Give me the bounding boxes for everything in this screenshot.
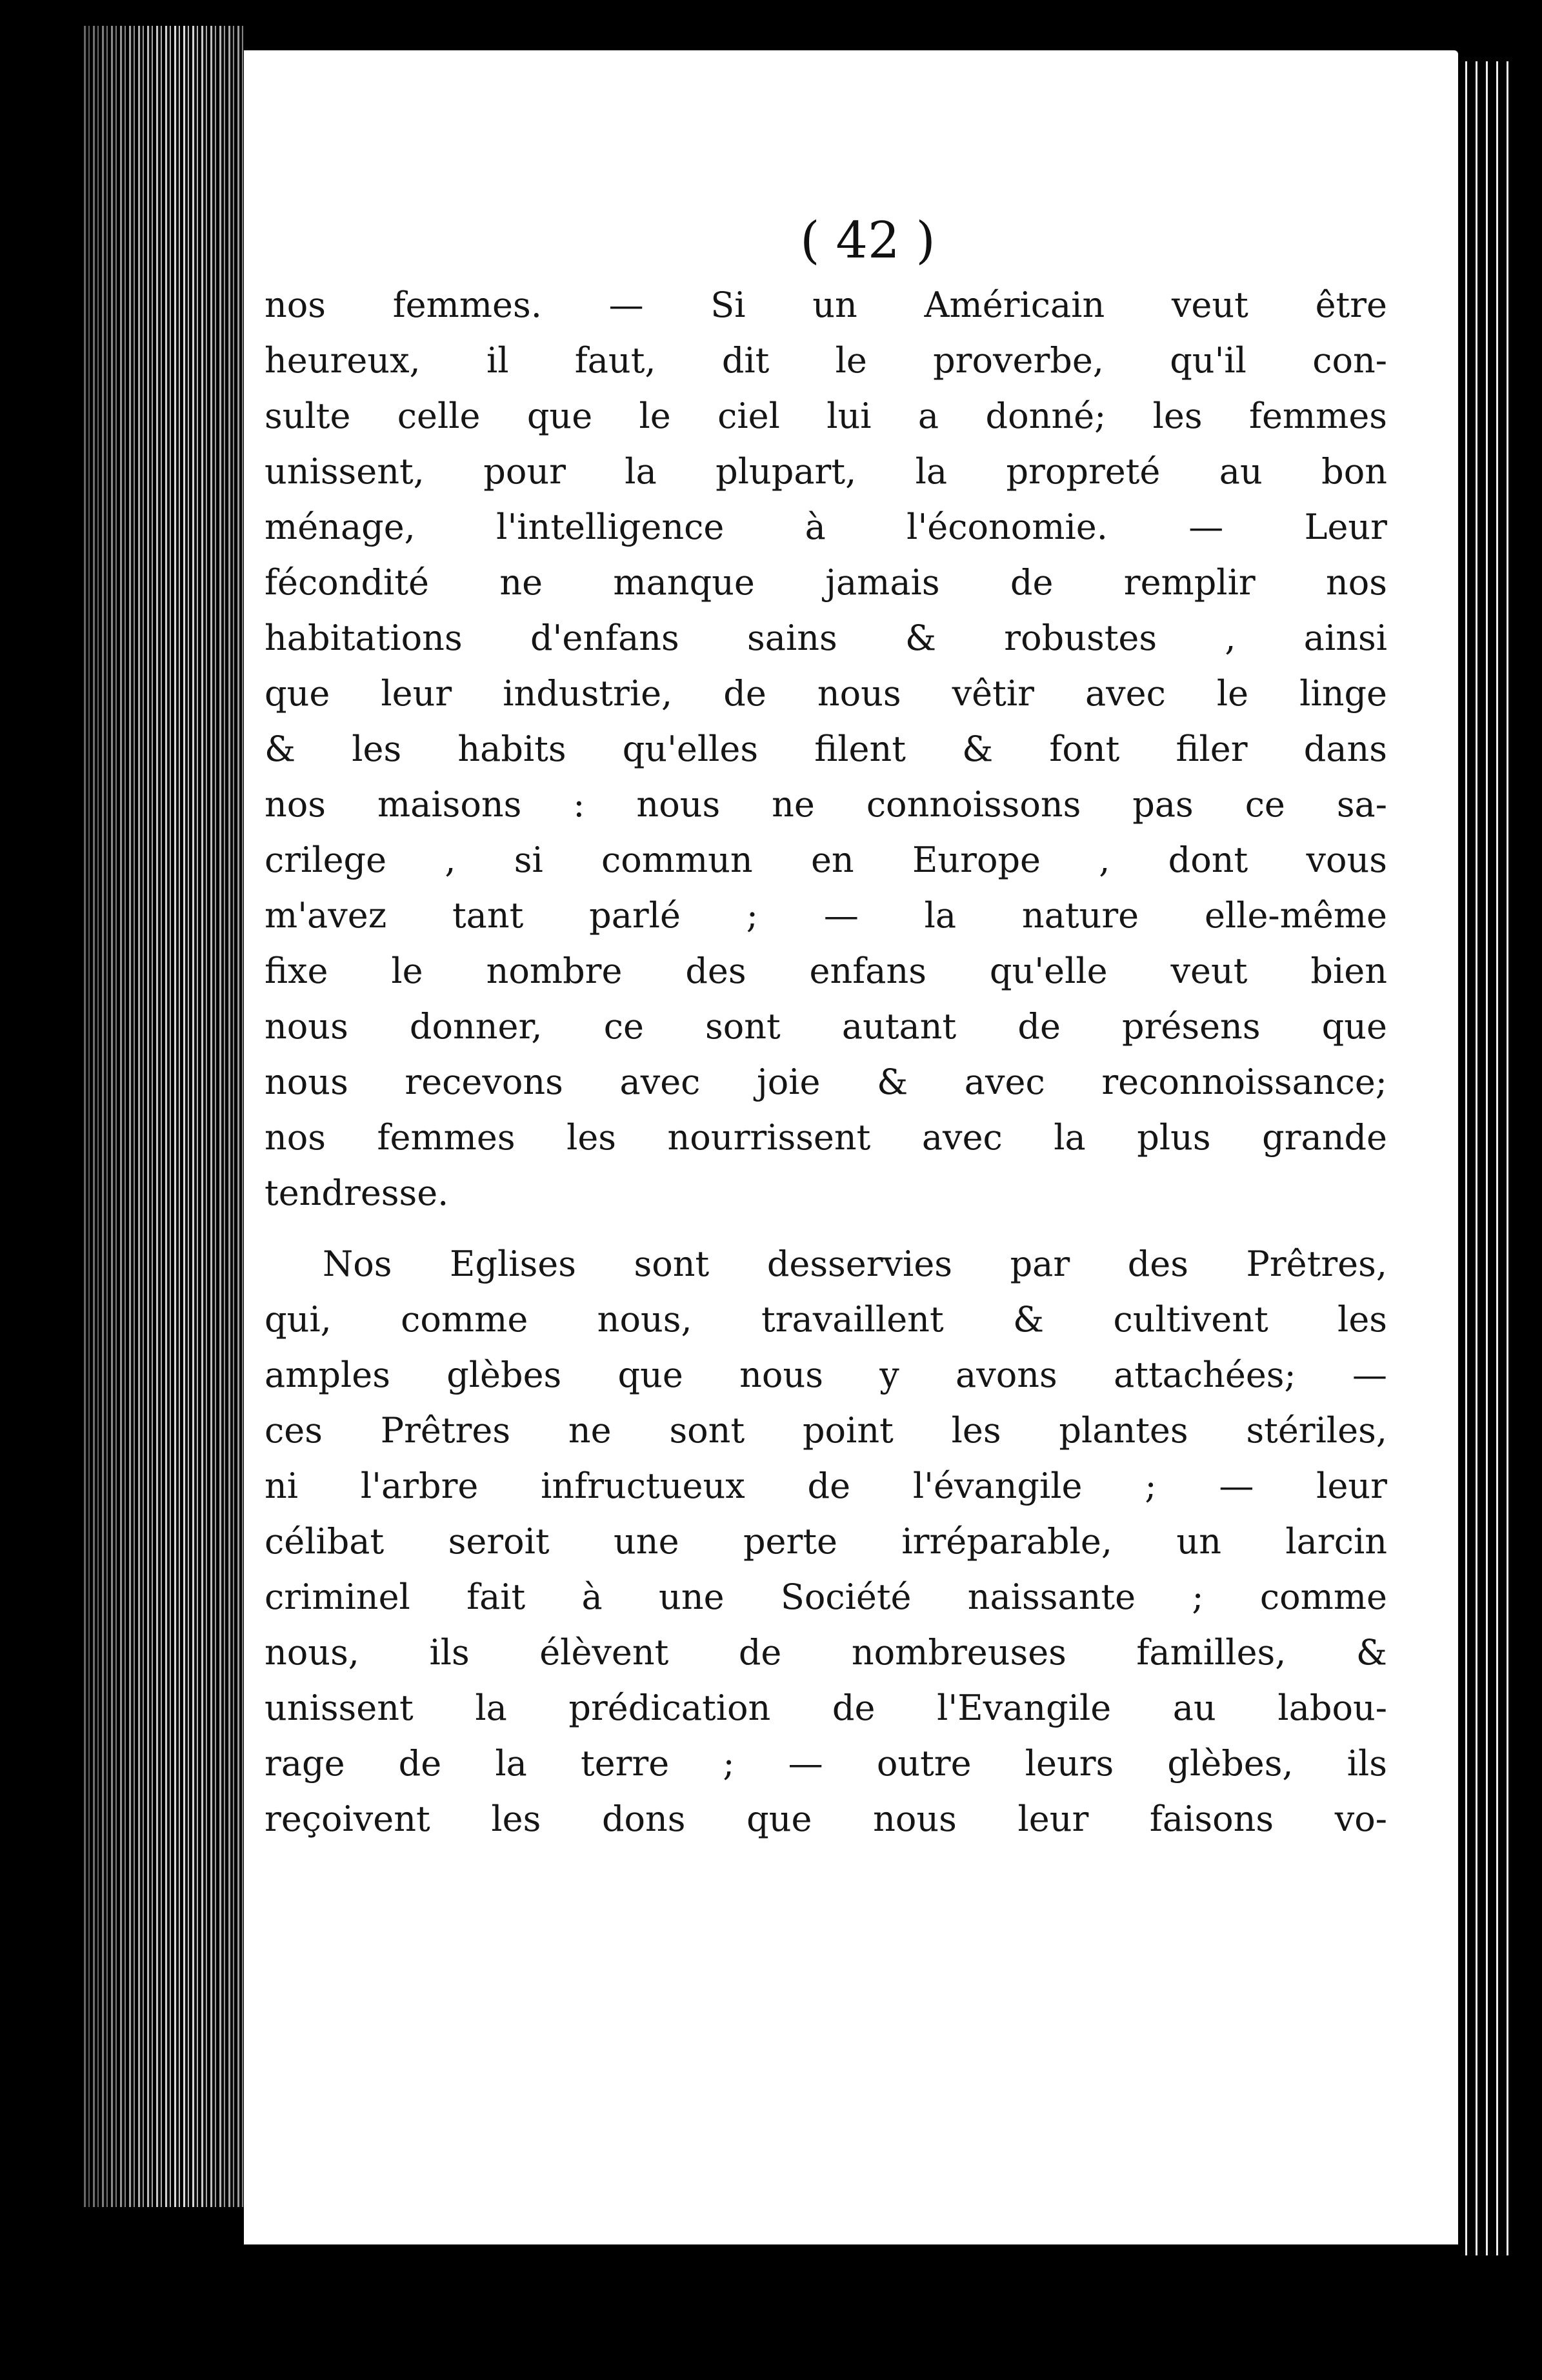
text-line: Nos Eglises sont desservies par des Prêtres,	[323, 1244, 1387, 1284]
text-line: & les habits qu'elles filent & font filer dans	[265, 729, 1387, 769]
text-line: unissent la prédication de l'Evangile au labou-	[265, 1688, 1387, 1728]
text-line: ménage, l'intelligence à l'économie. — Leur	[265, 507, 1387, 547]
text-line: nos maisons : nous ne connoissons pas ce sa-	[265, 784, 1387, 825]
text-line: fixe le nombre des enfans qu'elle veut bien	[265, 951, 1387, 991]
text-line: m'avez tant parlé ; — la nature elle-même	[265, 895, 1387, 936]
right-page-edges	[1461, 61, 1513, 2255]
text-line: habitations d'enfans sains & robustes , ainsi	[265, 618, 1387, 658]
text-line: criminel fait à une Société naissante ; comme	[265, 1577, 1387, 1617]
text-line: nous, ils élèvent de nombreuses familles, &	[265, 1632, 1387, 1673]
text-line: qui, comme nous, travaillent & cultivent les	[265, 1299, 1387, 1340]
paragraph-1	[265, 277, 1387, 1221]
text-line: unissent, pour la plupart, la propreté au bon	[265, 451, 1387, 492]
text-line: que leur industrie, de nous vêtir avec le linge	[265, 673, 1387, 714]
text-line: nos femmes. — Si un Américain veut être	[265, 285, 1387, 325]
text-line: tendresse.	[265, 1173, 449, 1213]
page-body	[265, 277, 1387, 1847]
text-line: ni l'arbre infructueux de l'évangile ; — leur	[265, 1466, 1387, 1506]
text-line: sulte celle que le ciel lui a donné; les femmes	[265, 396, 1387, 436]
text-line: heureux, il faut, dit le proverbe, qu'il con-	[265, 340, 1387, 381]
text-line: ces Prêtres ne sont point les plantes stériles,	[265, 1410, 1387, 1451]
text-line: reçoivent les dons que nous leur faisons vo-	[265, 1799, 1387, 1839]
text-line: nous donner, ce sont autant de présens que	[265, 1006, 1387, 1047]
text-line: amples glèbes que nous y avons attachées; —	[265, 1355, 1387, 1395]
paragraph-2	[265, 1236, 1387, 1847]
text-line: nous recevons avec joie & avec reconnoissance;	[265, 1062, 1387, 1102]
text-line: crilege , si commun en Europe , dont vous	[265, 840, 1387, 880]
gutter-shadow	[84, 26, 245, 2207]
text-line: nos femmes les nourrissent avec la plus grande	[265, 1117, 1387, 1158]
text-line: fécondité ne manque jamais de remplir nos	[265, 562, 1387, 603]
text-line: célibat seroit une perte irréparable, un larcin	[265, 1521, 1387, 1562]
text-line: rage de la terre ; — outre leurs glèbes, ils	[265, 1743, 1387, 1784]
page-number: ( 42 )	[800, 212, 936, 270]
